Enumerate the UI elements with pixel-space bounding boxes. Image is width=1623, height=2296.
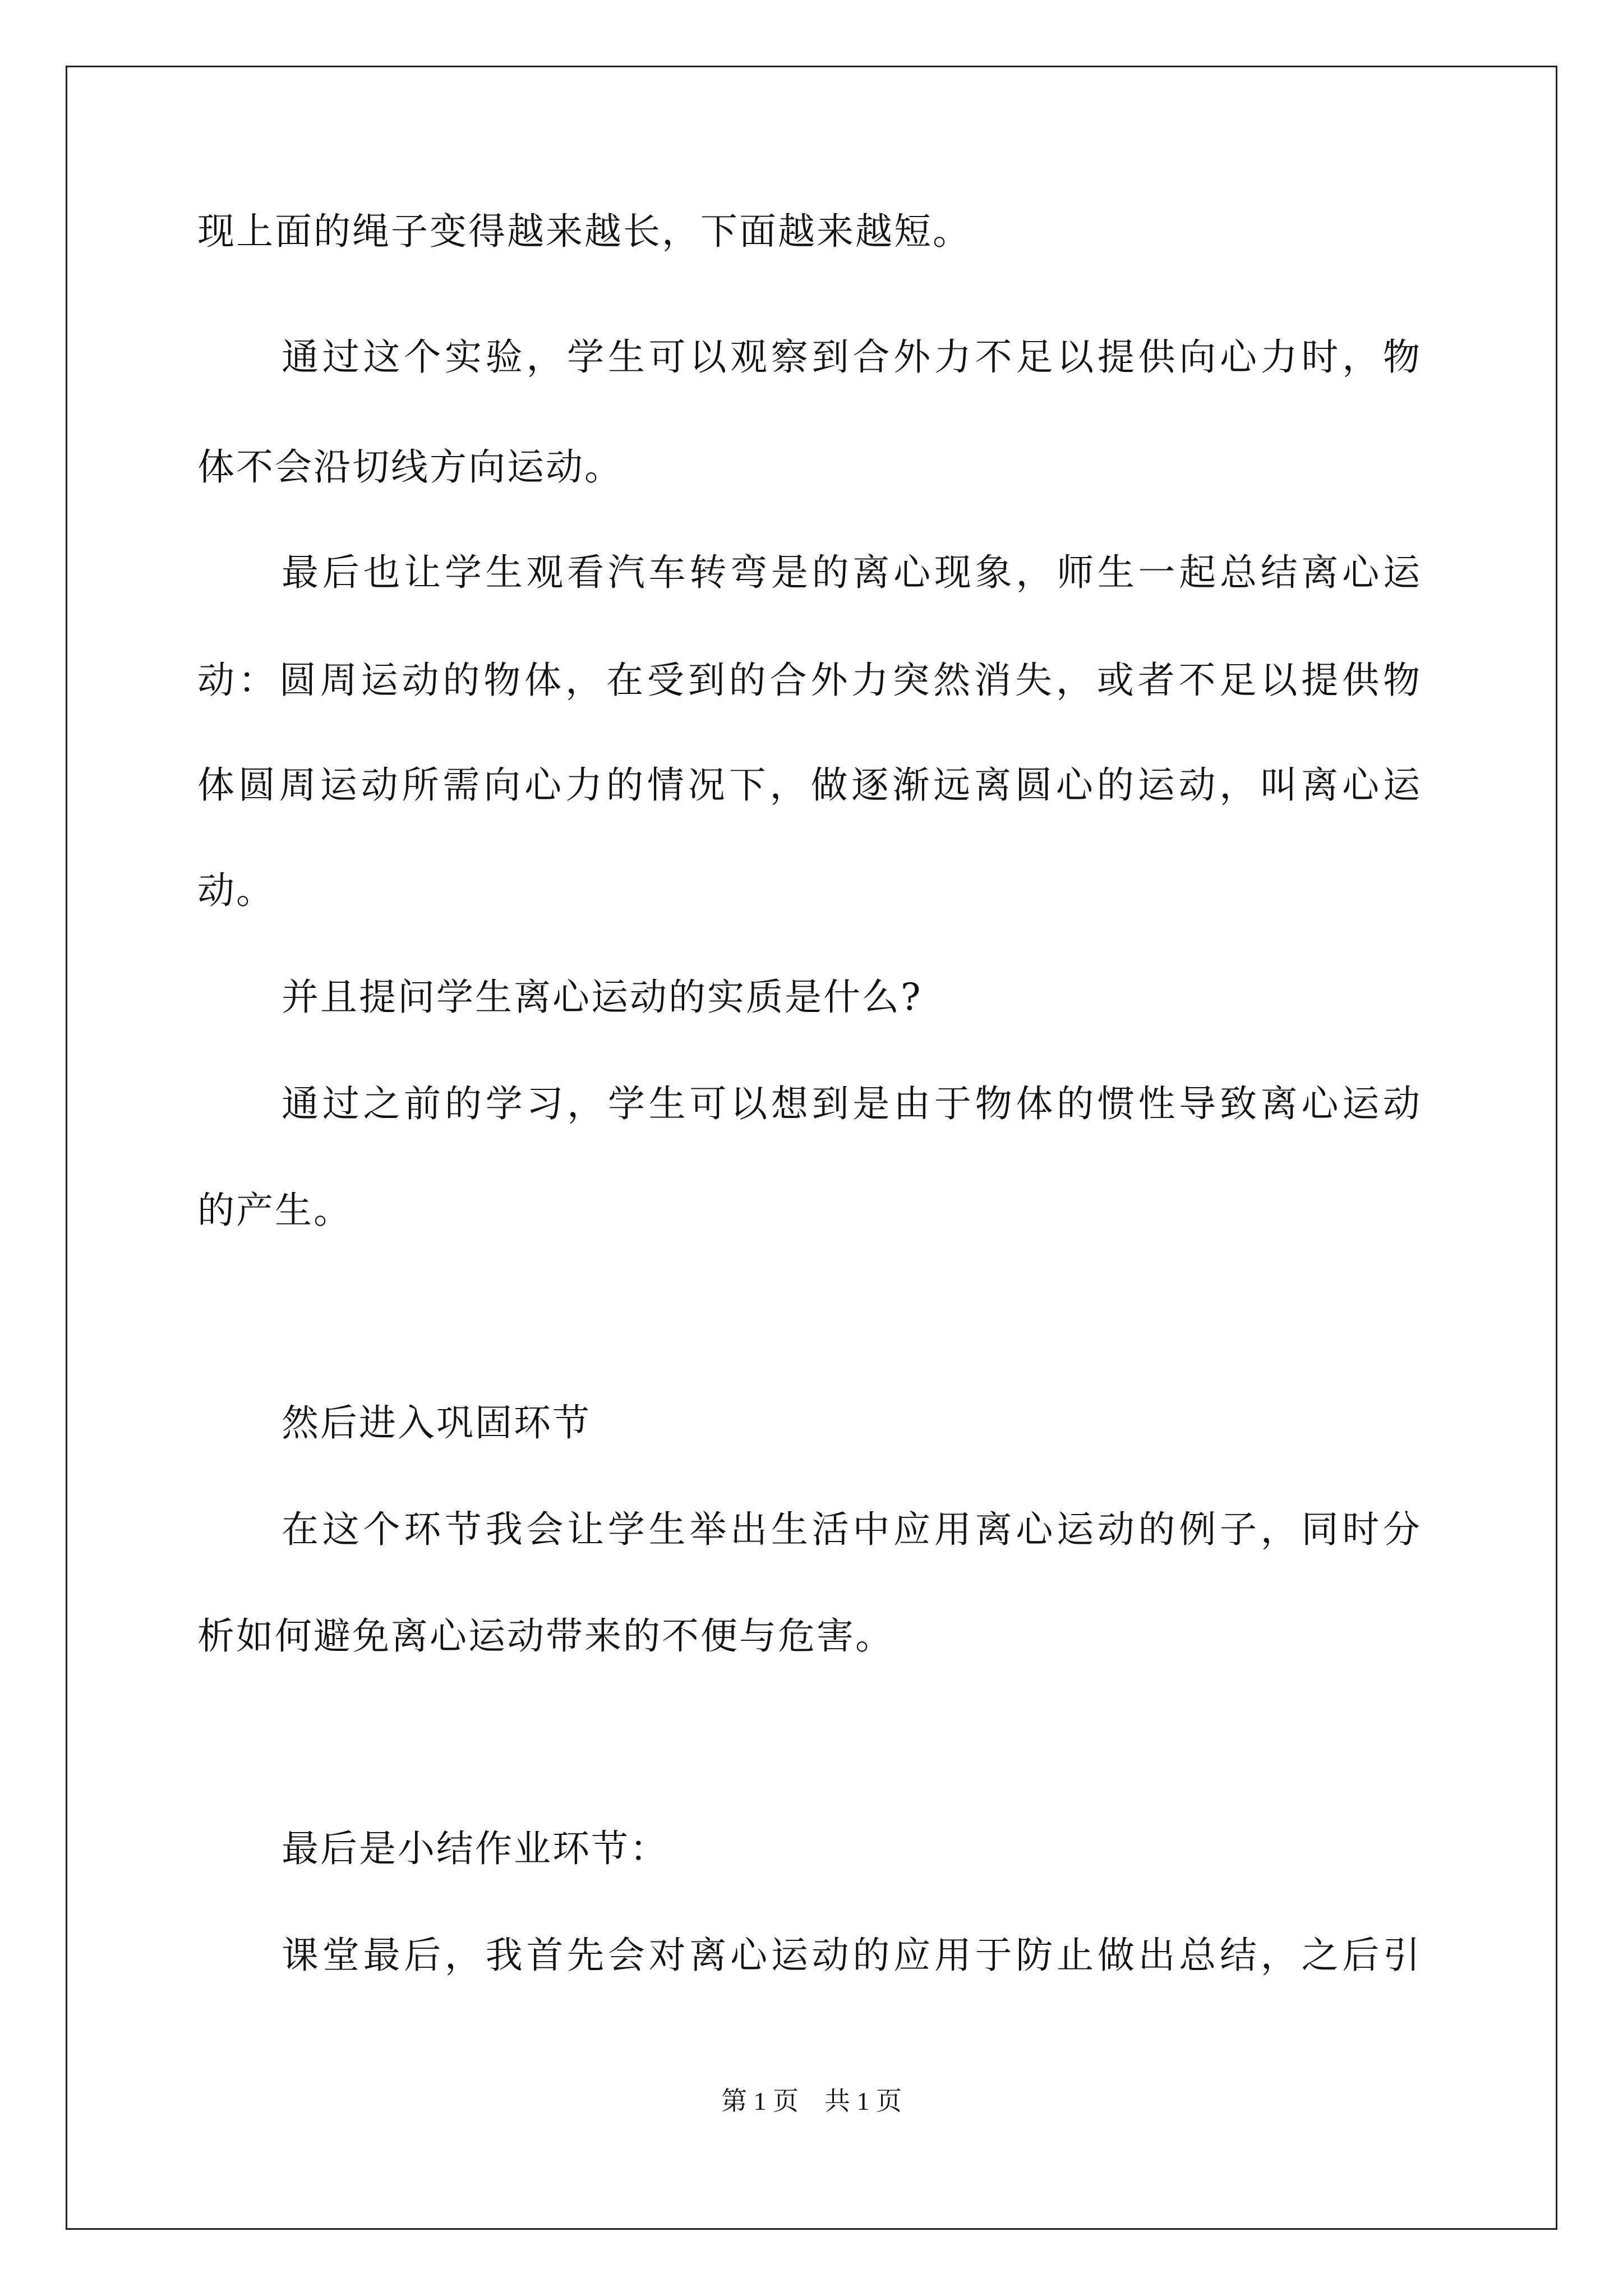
paragraph-line: 最后也让学生观看汽车转弯是的离心现象，师生一起总结离心运 <box>282 551 1420 594</box>
paragraph-line: 并且提问学生离心运动的实质是什么? <box>282 976 923 1019</box>
paragraph-line: 动：圆周运动的物体，在受到的合外力突然消失，或者不足以提供物 <box>197 659 1420 702</box>
paragraph-line: 动。 <box>197 869 275 912</box>
paragraph-line: 然后进入巩固环节 <box>282 1401 591 1444</box>
paragraph-line: 析如何避免离心运动带来的不便与危害。 <box>197 1614 894 1658</box>
paragraph-line: 通过之前的学习，学生可以想到是由于物体的惯性导致离心运动 <box>282 1082 1420 1125</box>
paragraph-line: 现上面的绳子变得越来越长，下面越来越短。 <box>197 210 971 253</box>
page-border <box>66 66 1557 2230</box>
page-footer: 第 1 页 共 1 页 <box>721 2087 902 2115</box>
paragraph-line: 最后是小结作业环节： <box>282 1827 668 1870</box>
paragraph-line: 课堂最后，我首先会对离心运动的应用于防止做出总结，之后引 <box>282 1934 1420 1977</box>
paragraph-line: 体不会沿切线方向运动。 <box>197 445 623 489</box>
paragraph-line: 通过这个实验，学生可以观察到合外力不足以提供向心力时，物 <box>282 335 1420 379</box>
paragraph-line: 在这个环节我会让学生举出生活中应用离心运动的例子，同时分 <box>282 1508 1420 1551</box>
paragraph-line: 体圆周运动所需向心力的情况下，做逐渐远离圆心的运动，叫离心运 <box>197 763 1420 807</box>
paragraph-line: 的产生。 <box>197 1189 352 1232</box>
